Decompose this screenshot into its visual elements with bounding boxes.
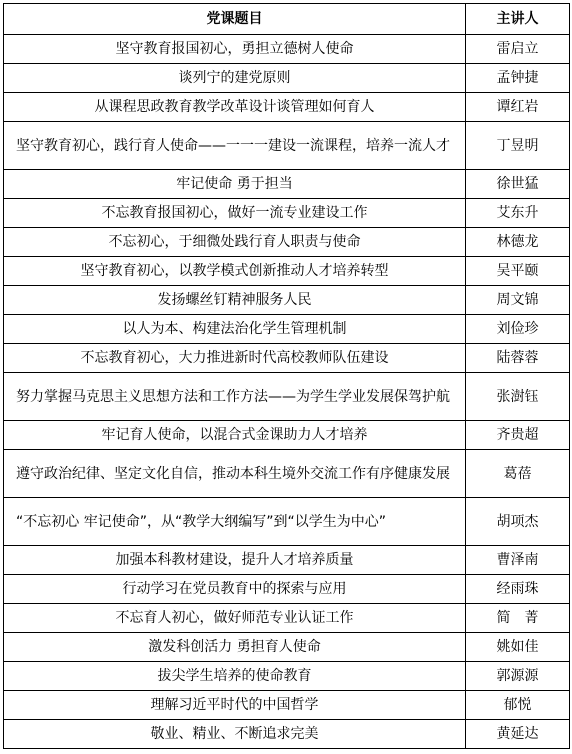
lecture-topic: 不忘育人初心，做好师范专业认证工作 [4, 604, 466, 633]
table-row [4, 421, 570, 450]
table-row [4, 498, 570, 546]
lecture-speaker: 雷启立 [466, 35, 570, 64]
lecture-speaker: 姚如佳 [466, 633, 570, 662]
lecture-speaker: 葛蓓 [466, 450, 570, 498]
table-row [4, 344, 570, 373]
topic-column-header: 党课题目 [4, 4, 466, 35]
lecture-speaker: 陆蓉蓉 [466, 344, 570, 373]
table-row [4, 35, 570, 64]
table-row [4, 199, 570, 228]
lecture-speaker: 黄延达 [466, 720, 570, 749]
table-header-row [4, 4, 570, 35]
table-row [4, 691, 570, 720]
table-row [4, 315, 570, 344]
table-row [4, 122, 570, 170]
lecture-speaker: 郭源源 [466, 662, 570, 691]
table-row [4, 662, 570, 691]
lecture-topic: 坚守教育报国初心，勇担立德树人使命 [4, 35, 466, 64]
lecture-topic: 牢记育人使命，以混合式金课助力人才培养 [4, 421, 466, 450]
lecture-speaker: 曹泽南 [466, 546, 570, 575]
table-row [4, 64, 570, 93]
lecture-speaker: 孟钟捷 [466, 64, 570, 93]
lecture-speaker: 周文锦 [466, 286, 570, 315]
lecture-speaker: 胡项杰 [466, 498, 570, 546]
lecture-topic: 发扬螺丝钉精神服务人民 [4, 286, 466, 315]
lecture-topic: 不忘教育报国初心，做好一流专业建设工作 [4, 199, 466, 228]
table-row [4, 286, 570, 315]
table-row [4, 546, 570, 575]
lecture-speaker: 齐贵超 [466, 421, 570, 450]
lecture-topic: 理解习近平时代的中国哲学 [4, 691, 466, 720]
lecture-topic: 牢记使命 勇于担当 [4, 170, 466, 199]
lecture-topic: 遵守政治纪律、坚定文化自信，推动本科生境外交流工作有序健康发展 [4, 450, 466, 498]
lecture-speaker: 吴平颐 [466, 257, 570, 286]
lecture-topic: 坚守教育初心，践行育人使命——一一一建设一流课程，培养一流人才 [4, 122, 466, 170]
lecture-speaker: 刘俭珍 [466, 315, 570, 344]
table-row [4, 450, 570, 498]
table-row [4, 633, 570, 662]
table-row [4, 604, 570, 633]
table-row [4, 373, 570, 421]
lecture-topic: 加强本科教材建设，提升人才培养质量 [4, 546, 466, 575]
table-row [4, 93, 570, 122]
lecture-topic: 行动学习在党员教育中的探索与应用 [4, 575, 466, 604]
lecture-speaker: 谭红岩 [466, 93, 570, 122]
table-row [4, 170, 570, 199]
lecture-speaker: 简 菁 [466, 604, 570, 633]
lecture-speaker: 艾东升 [466, 199, 570, 228]
lecture-topic: 拔尖学生培养的使命教育 [4, 662, 466, 691]
table-row [4, 720, 570, 749]
lecture-topic: 努力掌握马克思主义思想方法和工作方法——为学生学业发展保驾护航 [4, 373, 466, 421]
lecture-topic: “不忘初心 牢记使命”，从“教学大纲编写”到“以学生为中心” [4, 498, 466, 546]
party-lecture-table [3, 3, 570, 749]
lecture-topic: 谈列宁的建党原则 [4, 64, 466, 93]
lecture-speaker: 徐世猛 [466, 170, 570, 199]
lecture-speaker: 郁悦 [466, 691, 570, 720]
lecture-topic: 敬业、精业、不断追求完美 [4, 720, 466, 749]
table-row [4, 228, 570, 257]
lecture-speaker: 林德龙 [466, 228, 570, 257]
lecture-topic: 不忘初心，于细微处践行育人职责与使命 [4, 228, 466, 257]
table-row [4, 257, 570, 286]
lecture-speaker: 张澍钰 [466, 373, 570, 421]
lecture-topic: 坚守教育初心，以教学模式创新推动人才培养转型 [4, 257, 466, 286]
lecture-speaker: 经雨珠 [466, 575, 570, 604]
table-row [4, 575, 570, 604]
lecture-topic: 不忘教育初心，大力推进新时代高校教师队伍建设 [4, 344, 466, 373]
lecture-speaker: 丁昱明 [466, 122, 570, 170]
lecture-topic: 从课程思政教育教学改革设计谈管理如何育人 [4, 93, 466, 122]
lecture-topic: 激发科创活力 勇担育人使命 [4, 633, 466, 662]
lecture-topic: 以人为本、构建法治化学生管理机制 [4, 315, 466, 344]
speaker-column-header: 主讲人 [466, 4, 570, 35]
